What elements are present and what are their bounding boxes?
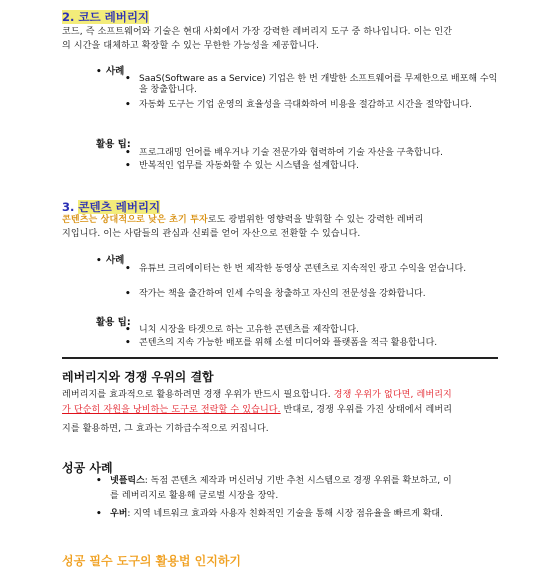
section-3-usage-1: • 니치 시장을 타겟으로 하는 고유한 콘텐츠를 제작합니다. (125, 325, 359, 335)
horizontal-rule (62, 357, 498, 359)
bullet-icon: • (125, 74, 131, 84)
bullet-icon: • (125, 325, 131, 335)
combo-line1: 레버리지를 효과적으로 활용하려면 경쟁 우위가 반드시 필요합니다. 경쟁 우위가 없다면, 레버리지 (62, 390, 452, 400)
section-2-intro-line1: 코드, 즉 소프트웨어와 기술은 현대 사회에서 가장 강력한 레버리지 도구 중 하나입니다. 이는 인간 (62, 27, 453, 37)
section-3-examples-heading: • 사례 (96, 255, 125, 266)
section-2-usage-heading: 활용 팁: (96, 139, 131, 150)
bullet-icon: • (96, 476, 102, 486)
combo-line3: 지를 활용하면, 그 효과는 기하급수적으로 커집니다. (62, 424, 269, 434)
bullet-icon: • (96, 256, 102, 266)
success-item-netflix: • 넷플릭스: 독점 콘텐츠 제작과 머신러닝 기반 추천 시스템으로 경쟁 우위를 확보하고, 이 (96, 476, 452, 486)
section-2-example-2: • 자동화 도구는 기업 운영의 효율성을 극대화하여 비용을 절감하고 시간을 절약합니다. (125, 100, 472, 110)
success-item-uber: • 우버: 지역 네트워크 효과와 사용자 친화적인 기술을 통해 시장 점유율을 빠르게 확대. (96, 509, 443, 519)
next-section-title-cut: 성공 필수 도구의 활용법 인지하기 (62, 554, 242, 568)
section-3-usage-2: • 콘텐츠의 지속 가능한 배포를 위해 소셜 미디어와 플랫폼을 적극 활용합니다. (125, 338, 438, 348)
section-3-intro-line1: 콘텐츠는 상대적으로 낮은 초기 투자로도 광범위한 영향력을 발휘할 수 있는 강력한 레버리 (62, 215, 424, 225)
bullet-icon: • (125, 338, 131, 348)
bullet-icon: • (125, 100, 131, 110)
section-3-usage-heading: 활용 팁: (96, 317, 131, 328)
bullet-icon: • (96, 509, 102, 519)
success-title: 성공 사례 (62, 461, 113, 475)
combo-line2: 가 단순히 자원을 낭비하는 도구로 전락할 수 있습니다. 반대로, 경쟁 우위를 가진 상태에서 레버리 (62, 405, 453, 415)
section-2-title: 2. 코드 레버리지 (62, 10, 150, 24)
section-3-example-2: • 작가는 책을 출간하여 인세 수익을 창출하고 자신의 전문성을 강화합니다. (125, 289, 426, 299)
bullet-icon: • (96, 67, 102, 77)
success-item-netflix-line2: 를 레버리지로 활용해 글로벌 시장을 장악. (110, 491, 279, 501)
section-2-example-1: • SaaS(Software as a Service) 기업은 한 번 개발한 소프트웨어를 무제한으로 배포해 수익을 창출합니다. (125, 74, 498, 95)
section-2-intro-line2: 의 시간을 대체하고 확장할 수 있는 무한한 가능성을 제공합니다. (62, 41, 320, 51)
combo-title: 레버리지와 경쟁 우위의 결합 (62, 370, 214, 384)
section-2-examples-heading: • 사례 (96, 66, 125, 77)
bullet-icon: • (125, 289, 131, 299)
bullet-icon: • (125, 148, 131, 158)
section-3-title: 3. 콘텐츠 레버리지 (62, 200, 161, 214)
section-2-usage-1: • 프로그래밍 언어를 배우거나 기술 전문가와 협력하여 기술 자산을 구축합니다. (125, 148, 443, 158)
bullet-icon: • (125, 161, 131, 171)
section-3-example-1: • 유튜브 크리에이터는 한 번 제작한 동영상 콘텐츠로 지속적인 광고 수익을 얻습니다. (125, 264, 467, 274)
section-2-usage-2: • 반복적인 업무를 자동화할 수 있는 시스템을 설계합니다. (125, 161, 359, 171)
section-3-intro-line2: 지입니다. 이는 사람들의 관심과 신뢰를 얻어 자산으로 전환할 수 있습니다. (62, 229, 361, 239)
bullet-icon: • (125, 264, 131, 274)
